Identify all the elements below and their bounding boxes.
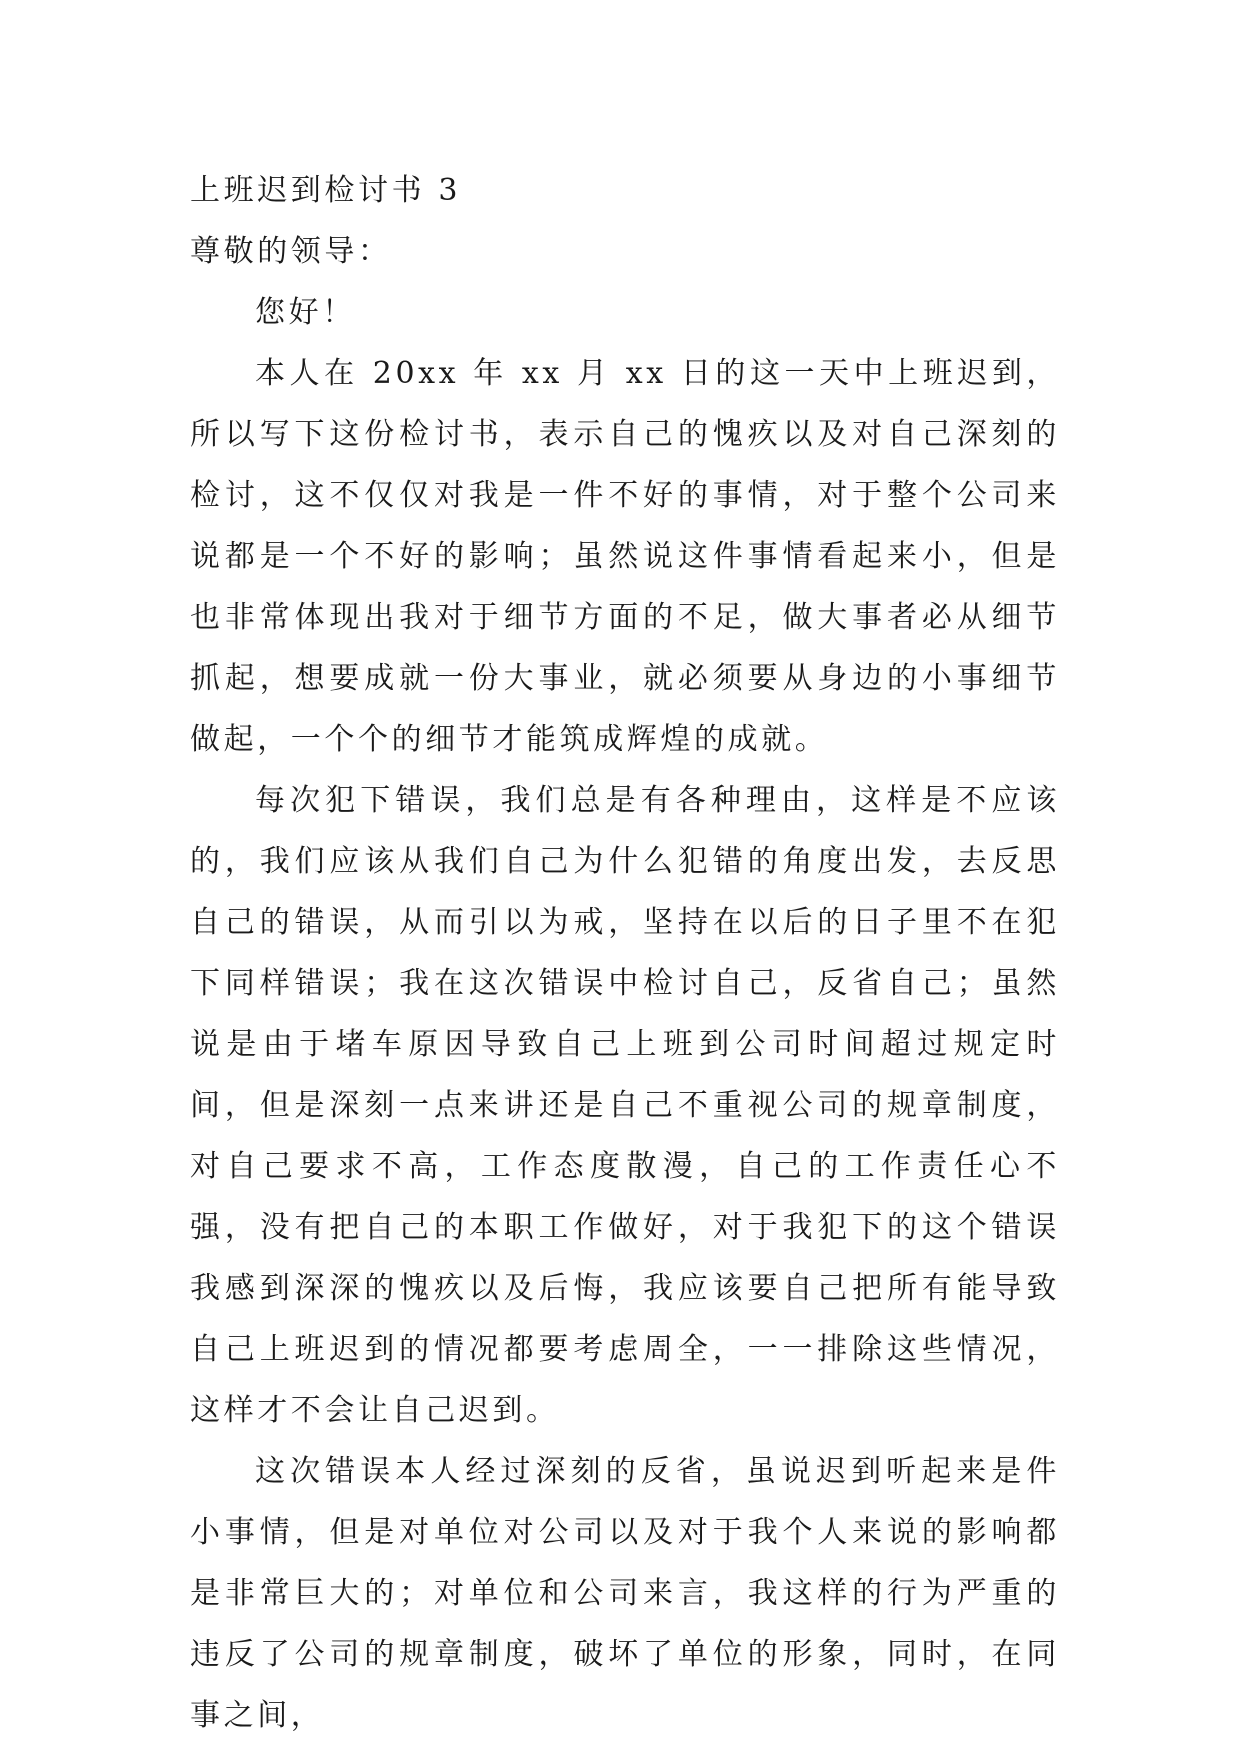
document-title: 上班迟到检讨书 3 (190, 173, 462, 208)
greeting: 您好！ (255, 295, 356, 330)
salutation: 尊敬的领导： (190, 234, 392, 269)
paragraph-3: 这次错误本人经过深刻的反省，虽说迟到听起来是件小事情，但是对单位对公司以及对于我个人来说的影响都是非常巨大的；对单位和公司来言，我这样的行为严重的违反了公司的规章制度，破坏了单位的形象，同时，在同事之间， (190, 1454, 1060, 1733)
document-body (190, 160, 1060, 1746)
paragraph-1: 本人在 20xx 年 xx 月 xx 日的这一天中上班迟到，所以写下这份检讨书，表示自己的愧疚以及对自己深刻的检讨，这不仅仅对我是一件不好的事情，对于整个公司来说都是一个不好的影响；虽然说这件事情看起来小，但是也非常体现出我对于细节方面的不足，做大事者必从细节抓起，想要成就一份大事业，就必须要从身边的小事细节做起，一个个的细节才能筑成辉煌的成就。 (190, 356, 1060, 757)
paragraph-2: 每次犯下错误，我们总是有各种理由，这样是不应该的，我们应该从我们自己为什么犯错的角度出发，去反思自己的错误，从而引以为戒，坚持在以后的日子里不在犯下同样错误；我在这次错误中检讨自己，反省自己；虽然说是由于堵车原因导致自己上班到公司时间超过规定时间，但是深刻一点来讲还是自己不重视公司的规章制度，对自己要求不高，工作态度散漫，自己的工作责任心不强，没有把自己的本职工作做好，对于我犯下的这个错误我感到深深的愧疚以及后悔，我应该要自己把所有能导致自己上班迟到的情况都要考虑周全，一一排除这些情况，这样才不会让自己迟到。 (190, 783, 1060, 1428)
